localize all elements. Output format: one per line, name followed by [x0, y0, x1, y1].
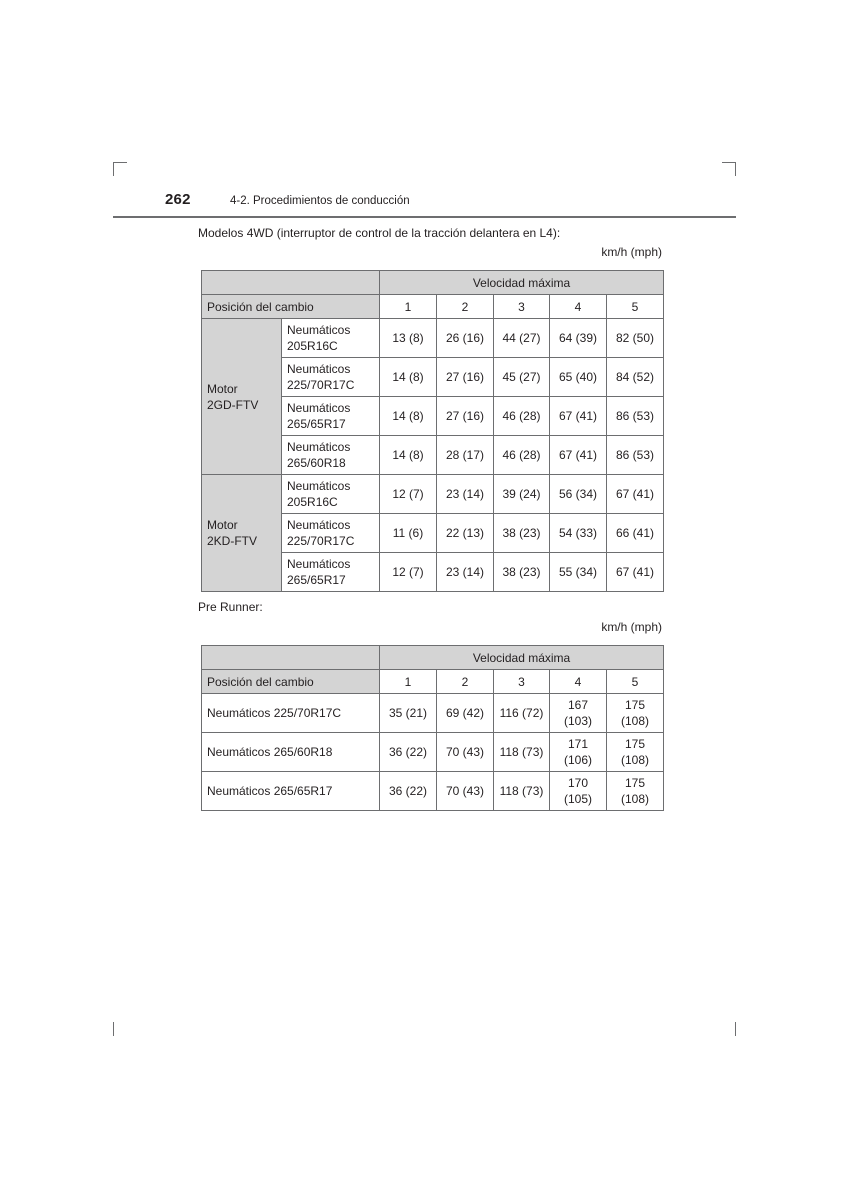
speed-value: 38 (23)	[494, 514, 550, 553]
speed-value: 45 (27)	[494, 358, 550, 397]
speed-table-4wd	[201, 270, 664, 592]
crop-mark-top-left	[113, 162, 127, 163]
speed-value: 35 (21)	[380, 694, 437, 733]
speed-value: 67 (41)	[607, 553, 664, 592]
crop-mark-top-left	[113, 162, 114, 176]
speed-value: 46 (28)	[494, 397, 550, 436]
speed-value: 171 (106)	[550, 733, 607, 772]
speed-value: 13 (8)	[380, 319, 437, 358]
speed-value: 170 (105)	[550, 772, 607, 811]
speed-value: 12 (7)	[380, 475, 437, 514]
speed-value: 167 (103)	[550, 694, 607, 733]
speed-value: 14 (8)	[380, 358, 437, 397]
tire-label: Neumáticos 205R16C	[282, 475, 380, 514]
speed-value: 67 (41)	[550, 397, 607, 436]
speed-value: 175 (108)	[607, 772, 664, 811]
page-number: 262	[165, 191, 191, 208]
engine-label: Motor 2GD-FTV	[202, 319, 282, 475]
table2-caption: Pre Runner:	[198, 600, 263, 614]
tire-label: Neumáticos 225/70R17C	[282, 358, 380, 397]
speed-value: 70 (43)	[437, 772, 494, 811]
table-row	[202, 694, 664, 733]
speed-value: 55 (34)	[550, 553, 607, 592]
speed-value: 11 (6)	[380, 514, 437, 553]
speed-value: 14 (8)	[380, 436, 437, 475]
speed-value: 46 (28)	[494, 436, 550, 475]
speed-value: 14 (8)	[380, 397, 437, 436]
crop-mark-top-right	[722, 162, 736, 163]
speed-value: 54 (33)	[550, 514, 607, 553]
speed-value: 36 (22)	[380, 772, 437, 811]
speed-value: 86 (53)	[607, 397, 664, 436]
crop-mark-bottom-left	[113, 1022, 114, 1036]
speed-value: 67 (41)	[550, 436, 607, 475]
header-gear-position: Posición del cambio	[202, 295, 380, 319]
speed-value: 36 (22)	[380, 733, 437, 772]
speed-value: 69 (42)	[437, 694, 494, 733]
gear-header: 4	[550, 670, 607, 694]
gear-header: 4	[550, 295, 607, 319]
table1-caption: Modelos 4WD (interruptor de control de la tracción delantera en L4):	[198, 226, 561, 240]
header-gear-position: Posición del cambio	[202, 670, 380, 694]
header-divider	[113, 216, 736, 218]
speed-value: 56 (34)	[550, 475, 607, 514]
speed-table-pre-runner	[201, 645, 664, 811]
speed-value: 39 (24)	[494, 475, 550, 514]
header-blank-cell	[202, 646, 380, 670]
speed-value: 82 (50)	[607, 319, 664, 358]
gear-header: 1	[380, 670, 437, 694]
table-row	[202, 733, 664, 772]
speed-value: 64 (39)	[550, 319, 607, 358]
gear-header: 3	[494, 670, 550, 694]
table1-units: km/h (mph)	[601, 245, 662, 259]
speed-value: 44 (27)	[494, 319, 550, 358]
tire-label: Neumáticos 225/70R17C	[202, 694, 380, 733]
crop-mark-bottom-right	[735, 1022, 736, 1036]
tire-label: Neumáticos 265/65R17	[282, 397, 380, 436]
speed-value: 175 (108)	[607, 694, 664, 733]
speed-value: 12 (7)	[380, 553, 437, 592]
speed-value: 65 (40)	[550, 358, 607, 397]
speed-value: 38 (23)	[494, 553, 550, 592]
table2-units: km/h (mph)	[601, 620, 662, 634]
speed-value: 86 (53)	[607, 436, 664, 475]
gear-header: 1	[380, 295, 437, 319]
speed-value: 175 (108)	[607, 733, 664, 772]
speed-value: 118 (73)	[494, 733, 550, 772]
header-max-speed: Velocidad máxima	[380, 271, 664, 295]
tire-label: Neumáticos 265/60R18	[282, 436, 380, 475]
header-max-speed: Velocidad máxima	[380, 646, 664, 670]
speed-value: 70 (43)	[437, 733, 494, 772]
gear-header: 5	[607, 295, 664, 319]
speed-value: 28 (17)	[437, 436, 494, 475]
speed-value: 67 (41)	[607, 475, 664, 514]
speed-value: 27 (16)	[437, 397, 494, 436]
tire-label: Neumáticos 205R16C	[282, 319, 380, 358]
tire-label: Neumáticos 265/60R18	[202, 733, 380, 772]
tire-label: Neumáticos 265/65R17	[202, 772, 380, 811]
speed-value: 22 (13)	[437, 514, 494, 553]
speed-value: 84 (52)	[607, 358, 664, 397]
header-blank-cell	[202, 271, 380, 295]
gear-header: 5	[607, 670, 664, 694]
engine-label: Motor 2KD-FTV	[202, 475, 282, 592]
speed-value: 23 (14)	[437, 553, 494, 592]
speed-value: 26 (16)	[437, 319, 494, 358]
tire-label: Neumáticos 265/65R17	[282, 553, 380, 592]
section-title: 4-2. Procedimientos de conducción	[230, 195, 410, 207]
speed-value: 27 (16)	[437, 358, 494, 397]
speed-value: 66 (41)	[607, 514, 664, 553]
gear-header: 3	[494, 295, 550, 319]
gear-header: 2	[437, 670, 494, 694]
table-row	[202, 772, 664, 811]
tire-label: Neumáticos 225/70R17C	[282, 514, 380, 553]
crop-mark-top-right	[735, 162, 736, 176]
table-row	[202, 319, 664, 358]
gear-header: 2	[437, 295, 494, 319]
speed-value: 116 (72)	[494, 694, 550, 733]
speed-value: 23 (14)	[437, 475, 494, 514]
table-row	[202, 475, 664, 514]
speed-value: 118 (73)	[494, 772, 550, 811]
